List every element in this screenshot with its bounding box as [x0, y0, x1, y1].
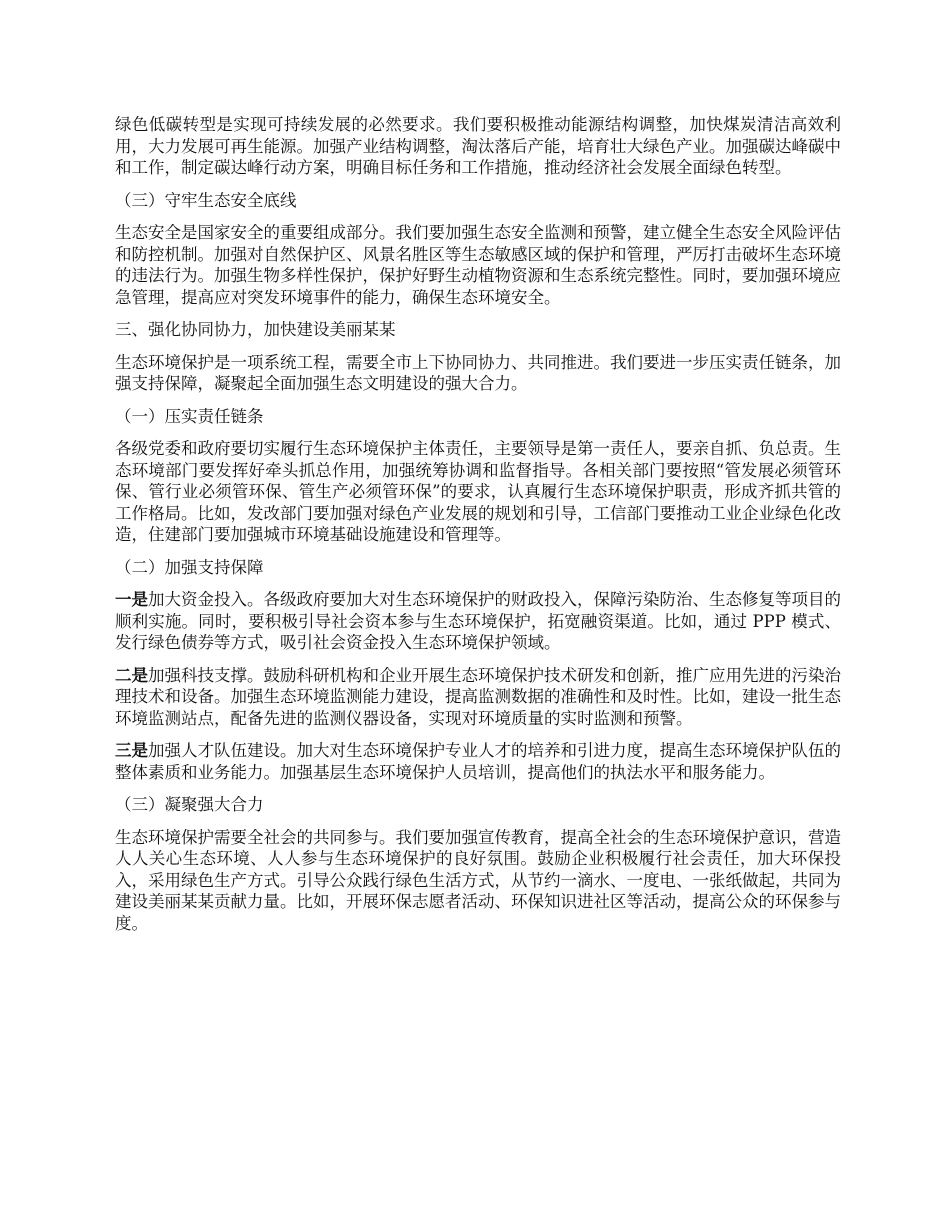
paragraph-ecological-security: 生态安全是国家安全的重要组成部分。我们要加强生态安全监测和预警，建立健全生态安全风险评估和防控机制。加强对自然保护区、风景名胜区等生态敏感区域的保护和管理，严厉打击破坏生态环境的违法行为。加强生物多样性保护，保护好野生动植物资源和生态系统完整性。同时，要加强环境应急管理，提高应对突发环境事件的能力，确保生态环境安全。 [115, 223, 841, 307]
document-page [115, 114, 841, 945]
subheading-joint-force: （三）凝聚强大合力 [115, 795, 264, 814]
paragraph-technology-text: 加强科技支撑。鼓励科研机构和企业开展生态环境保护技术研发和创新，推广应用先进的污染治理技术和设备。加强生态环境监测能力建设，提高监测数据的准确性和及时性。比如，建设一批生态环境监测站点，配备先进的监测仪器设备，实现对环境质量的实时监测和预警。 [115, 665, 841, 728]
subheading-ecological-security: （三）守牢生态安全底线 [115, 190, 297, 210]
heading-section-three: 三、强化协同协力，加快建设美丽某某 [115, 320, 396, 339]
lead-label-first: 一是 [115, 590, 148, 609]
paragraph-talent [115, 740, 841, 783]
paragraph-joint-force: 生态环境保护需要全社会的共同参与。我们要加强宣传教育，提高全社会的生态环境保护意识，营造人人关心生态环境、人人参与生态环境保护的良好氛围。鼓励企业积极履行社会责任，加大环保投入，采用绿色生产方式。引导公众践行绿色生活方式，从节约一滴水、一度电、一张纸做起，共同为建设美丽某某贡献力量。比如，开展环保志愿者活动、环保知识进社区等活动，提高公众的环保参与度。 [115, 827, 841, 933]
paragraph-funding [115, 589, 841, 654]
lead-label-second: 二是 [115, 665, 148, 685]
paragraph-green-transition: 绿色低碳转型是实现可持续发展的必然要求。我们要积极推动能源结构调整，加快煤炭清洁高效利用，大力发展可再生能源。加强产业结构调整，淘汰落后产能，培育壮大绿色产业。加强碳达峰碳中和工作，制定碳达峰行动方案，明确目标任务和工作措施，推动经济社会发展全面绿色转型。 [115, 115, 841, 177]
paragraph-technology [115, 665, 841, 730]
lead-label-third: 三是 [115, 741, 148, 760]
paragraph-talent-text: 加强人才队伍建设。加大对生态环境保护专业人才的培养和引进力度，提高生态环境保护队伍的整体素质和业务能力。加强基层生态环境保护人员培训，提高他们的执法水平和服务能力。 [115, 741, 841, 782]
paragraph-system-engineering: 生态环境保护是一项系统工程，需要全市上下协同协力、共同推进。我们要进一步压实责任链条，加强支持保障，凝聚起全面加强生态文明建设的强大合力。 [115, 352, 841, 393]
subheading-support: （二）加强支持保障 [115, 557, 264, 577]
subheading-responsibility-chain: （一）压实责任链条 [115, 406, 264, 426]
paragraph-funding-text: 加大资金投入。各级政府要加大对生态环境保护的财政投入，保障污染防治、生态修复等项目的顺利实施。同时，要积极引导社会资本参与生态环境保护，拓宽融资渠道。比如，通过 PPP 模式、发行绿色债券等方式，吸引社会资金投入生态环境保护领域。 [115, 590, 841, 652]
paragraph-responsibility-chain: 各级党委和政府要切实履行生态环境保护主体责任，主要领导是第一责任人，要亲自抓、负总责。生态环境部门要发挥好牵头抓总作用，加强统筹协调和监督指导。各相关部门要按照“管发展必须管环保、管行业必须管环保、管生产必须管环保”的要求，认真履行生态环境保护职责，形成齐抓共管的工作格局。比如，发改部门要加强对绿色产业发展的规划和引导，工信部门要推动工业企业绿色化改造，住建部门要加强城市环境基础设施建设和管理等。 [115, 439, 841, 544]
